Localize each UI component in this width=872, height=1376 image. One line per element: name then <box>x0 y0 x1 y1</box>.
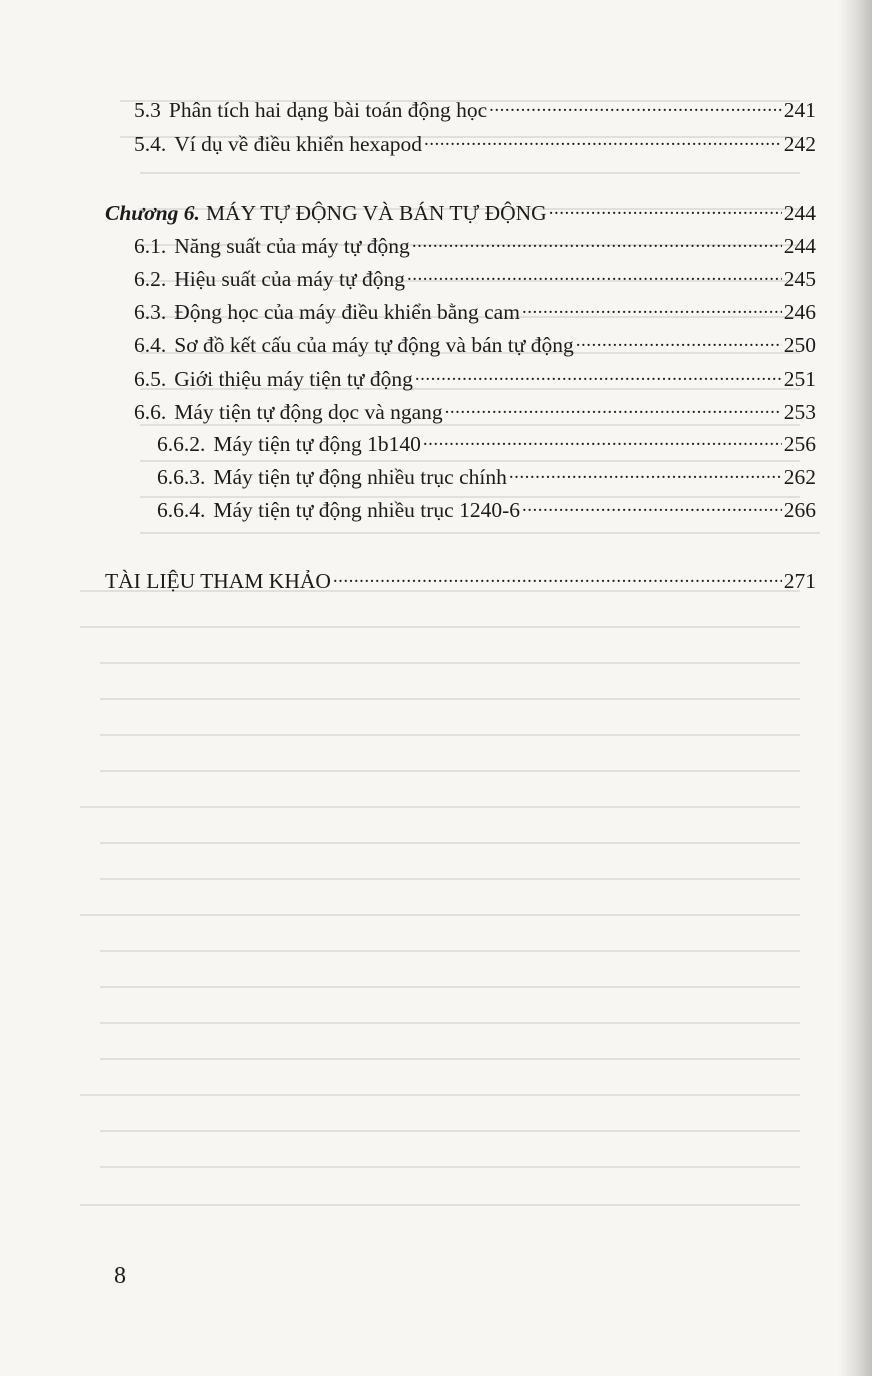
toc-entry-number: 5.4. <box>134 132 167 156</box>
toc-entry-page: 266 <box>783 498 816 522</box>
toc-entry-page: 250 <box>783 333 816 357</box>
toc-entry-page: 241 <box>783 98 816 122</box>
toc-entry-6-6 <box>134 397 816 427</box>
dot-leader <box>424 131 782 151</box>
toc-entry-6-6-3 <box>157 462 816 492</box>
toc-entry-title: Giới thiệu máy tiện tự động <box>174 367 413 391</box>
toc-entry-6-6-4 <box>157 495 816 525</box>
toc-entry-page: 262 <box>783 465 816 489</box>
toc-entry-page: 271 <box>783 569 816 593</box>
toc-entry-title: Máy tiện tự động nhiều trục 1240-6 <box>213 498 521 522</box>
dot-leader <box>549 200 782 220</box>
toc-entry-title: Động học của máy điều khiển bằng cam <box>174 300 520 324</box>
toc-entry-number: 6.6.4. <box>157 498 206 522</box>
page-edge-shadow <box>838 0 872 1376</box>
toc-entry-title: TÀI LIỆU THAM KHẢO <box>105 569 331 593</box>
toc-entry-5-3 <box>134 95 816 125</box>
dot-leader <box>522 299 782 319</box>
dot-leader <box>423 431 782 451</box>
toc-entry-title: Sơ đồ kết cấu của máy tự động và bán tự động <box>174 333 574 357</box>
toc-entry-page: 256 <box>783 432 816 456</box>
toc-entry-title: Máy tiện tự động nhiều trục chính <box>213 465 507 489</box>
toc-entry-number: 6.6. <box>134 400 167 424</box>
toc-entry-title: Máy tiện tự động 1b140 <box>213 432 421 456</box>
toc-entry-number: 6.1. <box>134 234 167 258</box>
toc-entry-page: 251 <box>783 367 816 391</box>
dot-leader <box>509 464 782 484</box>
toc-chapter-title: MÁY TỰ ĐỘNG VÀ BÁN TỰ ĐỘNG <box>205 201 547 225</box>
toc-entry-references <box>105 566 816 596</box>
toc-entry-page: 244 <box>783 201 816 225</box>
toc-entry-chapter-6 <box>105 198 816 228</box>
toc-entry-6-6-2 <box>157 429 816 459</box>
dot-leader <box>412 233 782 253</box>
toc-entry-number: 6.4. <box>134 333 167 357</box>
dot-leader <box>415 366 782 386</box>
toc-entry-page: 246 <box>783 300 816 324</box>
toc-entry-number: 6.6.3. <box>157 465 206 489</box>
toc-entry-number: 5.3 <box>134 98 161 122</box>
toc-entry-number: 6.6.2. <box>157 432 206 456</box>
toc-entry-page: 253 <box>783 400 816 424</box>
toc-entry-title: Máy tiện tự động dọc và ngang <box>174 400 443 424</box>
toc-entry-6-3 <box>134 297 816 327</box>
page-number: 8 <box>114 1263 126 1289</box>
toc-entry-title: Ví dụ về điều khiển hexapod <box>174 132 423 156</box>
dot-leader <box>333 568 782 588</box>
toc-entry-title: Phân tích hai dạng bài toán động học <box>168 98 488 122</box>
toc-entry-5-4 <box>134 129 816 159</box>
toc-entry-6-4 <box>134 330 816 360</box>
toc-entry-number: 6.5. <box>134 367 167 391</box>
toc-entry-page: 245 <box>783 267 816 291</box>
toc-entry-title: Hiệu suất của máy tự động <box>174 267 406 291</box>
toc-entry-title: Năng suất của máy tự động <box>174 234 410 258</box>
toc-entry-page: 242 <box>783 132 816 156</box>
dot-leader <box>522 497 782 517</box>
toc-entry-number: 6.3. <box>134 300 167 324</box>
toc-entry-6-2 <box>134 264 816 294</box>
toc-entry-6-5 <box>134 364 816 394</box>
toc-chapter-number: Chương 6. <box>105 201 200 225</box>
dot-leader <box>489 97 782 117</box>
dot-leader <box>576 332 782 352</box>
toc-entry-number: 6.2. <box>134 267 167 291</box>
toc-entry-page: 244 <box>783 234 816 258</box>
dot-leader <box>407 266 782 286</box>
dot-leader <box>445 399 782 419</box>
toc-entry-6-1 <box>134 231 816 261</box>
